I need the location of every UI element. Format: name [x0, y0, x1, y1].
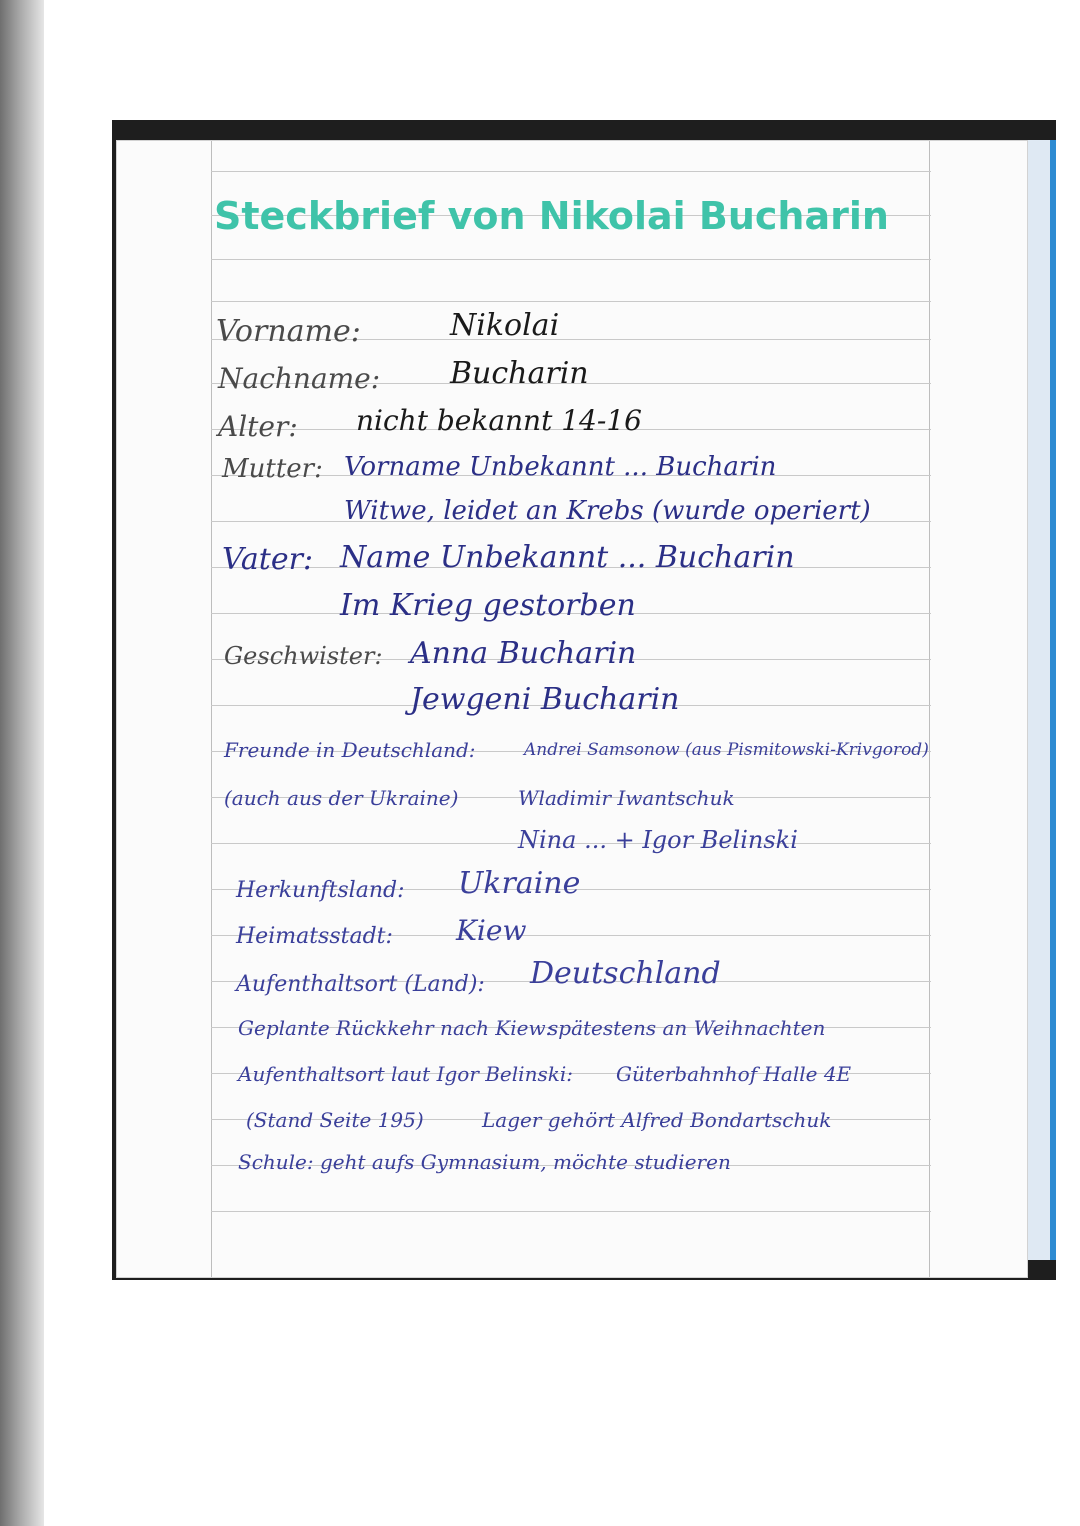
heimatsstadt-value: Kiew — [456, 914, 527, 947]
aufenthaltsort-igor-value: Güterbahnhof Halle 4E — [616, 1062, 852, 1086]
nachname-value: Bucharin — [450, 356, 589, 391]
ruling-line — [211, 171, 931, 172]
right-margin-line — [929, 141, 930, 1277]
vorname-value: Nikolai — [450, 308, 560, 343]
vorname-label: Vorname: — [216, 314, 361, 349]
aufenthaltsort-igor-label: Aufenthaltsort laut Igor Belinski: — [238, 1062, 573, 1086]
left-margin-line — [211, 141, 212, 1277]
freunde-line1: Andrei Samsonow (aus Pismitowski-Krivgorod) — [524, 740, 929, 760]
schule-label: Schule: — [238, 1150, 314, 1174]
aufenthaltsort-igor-line2: Lager gehört Alfred Bondartschuk — [482, 1108, 832, 1132]
ruling-line — [211, 259, 931, 260]
freunde-line2-prefix: (auch aus der Ukraine) — [224, 786, 459, 810]
vater-line2: Im Krieg gestorben — [340, 588, 636, 623]
ruling-line — [211, 301, 931, 302]
alter-label: Alter: — [218, 410, 298, 443]
heimatsstadt-label: Heimatsstadt: — [236, 924, 393, 949]
vater-label: Vater: — [222, 542, 314, 577]
freunde-label: Freunde in Deutschland: — [224, 738, 476, 762]
aufenthaltsort-label: Aufenthaltsort (Land): — [236, 972, 485, 997]
freunde-line3: Nina ... + Igor Belinski — [518, 826, 798, 854]
schule-value: geht aufs Gymnasium, möchte studieren — [320, 1150, 731, 1174]
geschwister-line1: Anna Bucharin — [410, 636, 637, 671]
scan-dark-edge — [0, 0, 44, 1526]
rueckkehr-label: Geplante Rückkehr nach Kiew: — [238, 1016, 553, 1040]
vater-line1: Name Unbekannt ... Bucharin — [340, 540, 795, 575]
geschwister-line2: Jewgeni Bucharin — [410, 682, 680, 717]
alter-value: nicht bekannt 14-16 — [356, 404, 642, 437]
mutter-line1: Vorname Unbekannt ... Bucharin — [344, 452, 777, 482]
herkunftsland-label: Herkunftsland: — [236, 878, 405, 903]
mutter-line2: Witwe, leidet an Krebs (wurde operiert) — [344, 496, 871, 526]
freunde-line2: Wladimir Iwantschuk — [518, 786, 735, 810]
geschwister-label: Geschwister: — [224, 642, 383, 670]
mutter-label: Mutter: — [222, 454, 323, 484]
herkunftsland-value: Ukraine — [458, 866, 581, 901]
ruling-line — [211, 1211, 931, 1212]
aufenthaltsort-igor-line2-prefix: (Stand Seite 195) — [246, 1108, 424, 1132]
rueckkehr-value: spätestens an Weihnachten — [548, 1016, 826, 1040]
nachname-label: Nachname: — [218, 362, 381, 395]
aufenthaltsort-value: Deutschland — [530, 956, 721, 991]
page-title: Steckbrief von Nikolai Bucharin — [214, 194, 889, 238]
